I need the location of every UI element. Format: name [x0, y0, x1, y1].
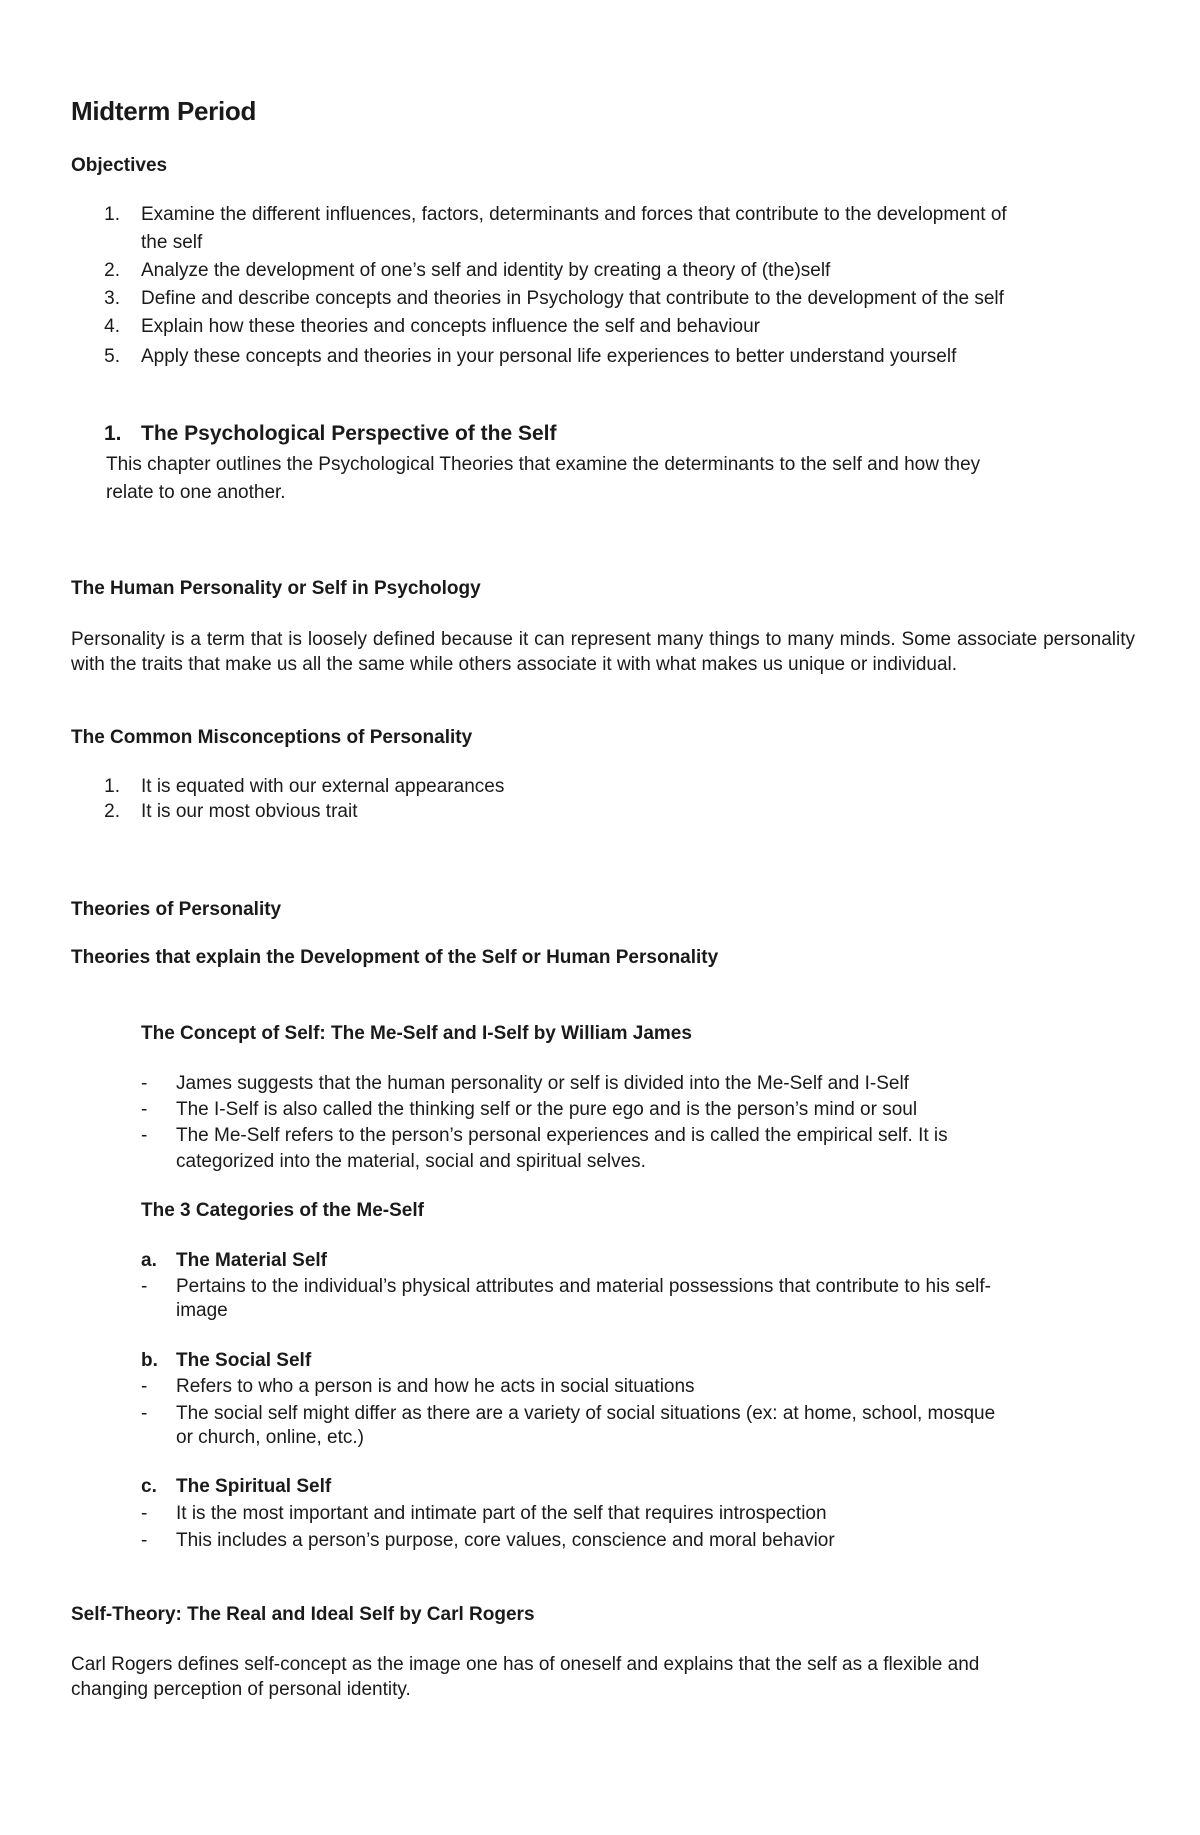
page-title: Midterm Period	[71, 96, 257, 126]
bullet-text: It is the most important and intimate part of the self that requires introspection	[176, 1503, 827, 1524]
section-title: The Psychological Perspective of the Self	[141, 422, 557, 445]
bullet-text: The I-Self is also called the thinking self or the pure ego and is the person’s mind or soul	[176, 1099, 918, 1120]
objective-text: Analyze the development of one’s self and identity by creating a theory of (the)self	[141, 260, 831, 281]
bullet-text: This includes a person’s purpose, core values, conscience and moral behavior	[176, 1530, 835, 1551]
bullet-dash: -	[141, 1530, 148, 1551]
misconceptions-heading: The Common Misconceptions of Personality	[71, 727, 473, 748]
categories-heading: The 3 Categories of the Me-Self	[141, 1200, 424, 1221]
misconception-text: It is our most obvious trait	[141, 801, 358, 822]
objective-text: Examine the different influences, factors, determinants and forces that contribute to the development of	[141, 204, 1007, 225]
bullet-text: Refers to who a person is and how he acts in social situations	[176, 1376, 695, 1397]
james-heading: The Concept of Self: The Me-Self and I-Self by William James	[141, 1023, 692, 1044]
objective-text: Apply these concepts and theories in your personal life experiences to better understand yourself	[141, 346, 957, 367]
bullet-dash: -	[141, 1503, 148, 1524]
theories-heading: Theories of Personality	[71, 899, 282, 920]
personality-paragraph: Personality is a term that is loosely defined because it can represent many things to many minds. Some associate personality with the traits that make us all the same while others associate it with what makes us unique or individual.	[71, 629, 1135, 675]
section-number: 1.	[104, 422, 122, 445]
bullet-text: image	[176, 1300, 228, 1321]
bullet-dash: -	[141, 1099, 148, 1120]
category-letter: a.	[141, 1250, 157, 1271]
section-intro: relate to one another.	[106, 482, 286, 503]
objective-text: Explain how these theories and concepts influence the self and behaviour	[141, 316, 760, 337]
bullet-text: The social self might differ as there are a variety of social situations (ex: at home, school, mosque	[176, 1403, 996, 1424]
spiritual-self-title: The Spiritual Self	[176, 1476, 332, 1497]
objective-number: 3.	[104, 288, 120, 309]
rogers-paragraph: Carl Rogers defines self-concept as the image one has of oneself and explains that the self as a flexible and	[71, 1654, 980, 1675]
objective-number: 1.	[104, 204, 120, 225]
bullet-dash: -	[141, 1125, 148, 1146]
bullet-text: Pertains to the individual’s physical attributes and material possessions that contribute to his self-	[176, 1276, 991, 1297]
bullet-text: categorized into the material, social and spiritual selves.	[176, 1151, 646, 1172]
objective-number: 5.	[104, 346, 120, 367]
bullet-dash: -	[141, 1376, 148, 1397]
material-self-title: The Material Self	[176, 1250, 327, 1271]
bullet-dash: -	[141, 1073, 148, 1094]
misconception-number: 2.	[104, 801, 120, 822]
human-personality-heading: The Human Personality or Self in Psychology	[71, 578, 481, 599]
rogers-heading: Self-Theory: The Real and Ideal Self by Carl Rogers	[71, 1604, 535, 1625]
bullet-text: The Me-Self refers to the person’s personal experiences and is called the empirical self. It is	[176, 1125, 948, 1146]
bullet-text: or church, online, etc.)	[176, 1427, 364, 1448]
theories-subheading: Theories that explain the Development of the Self or Human Personality	[71, 947, 719, 968]
misconception-number: 1.	[104, 776, 120, 797]
objective-number: 2.	[104, 260, 120, 281]
bullet-dash: -	[141, 1403, 148, 1424]
bullet-dash: -	[141, 1276, 148, 1297]
category-letter: c.	[141, 1476, 157, 1497]
objectives-heading: Objectives	[71, 155, 168, 176]
category-letter: b.	[141, 1350, 158, 1371]
objective-text: the self	[141, 232, 203, 253]
misconception-text: It is equated with our external appearances	[141, 776, 505, 797]
objective-number: 4.	[104, 316, 120, 337]
objective-text: Define and describe concepts and theories in Psychology that contribute to the development of the self	[141, 288, 1004, 309]
bullet-text: James suggests that the human personality or self is divided into the Me-Self and I-Self	[176, 1073, 909, 1094]
rogers-paragraph: changing perception of personal identity.	[71, 1679, 411, 1700]
section-intro: This chapter outlines the Psychological Theories that examine the determinants to the self and how they	[106, 454, 981, 475]
social-self-title: The Social Self	[176, 1350, 312, 1371]
